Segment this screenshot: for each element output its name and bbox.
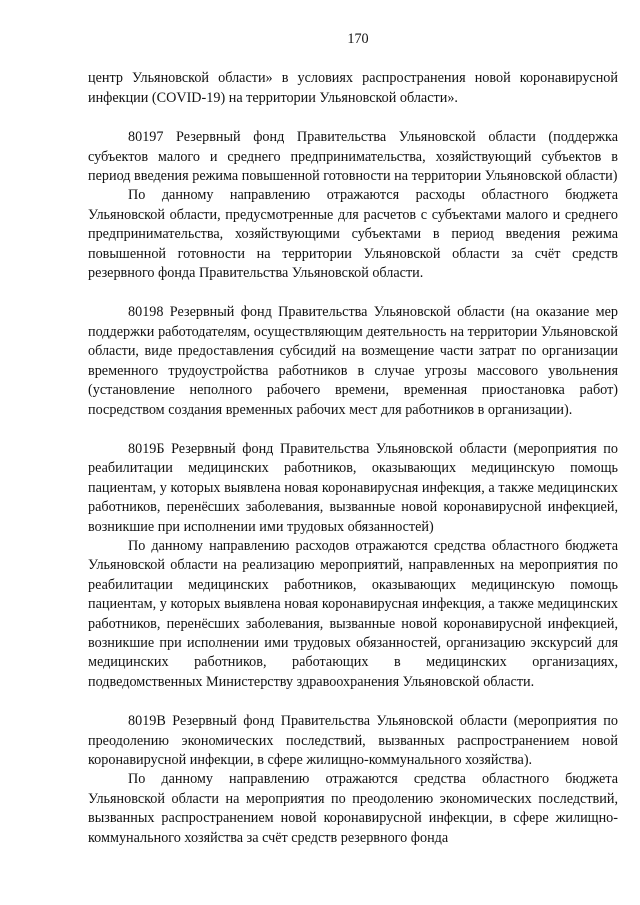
section-8019v-heading: 8019В Резервный фонд Правительства Ульяновской области (мероприятия по преодолению экономических последствий, вызванных распространением новой коронавирусной инфекции, в сфере жилищно-коммунального хозяйства). (88, 713, 618, 768)
paragraph-gap (88, 420, 618, 440)
section-8019v-body: По данному направлению отражаются средства областного бюджета Ульяновской области на мероприятия по преодолению экономических последствий, вызванных распространением новой коронавирусной инфекции, в сфере жилищно-коммунального хозяйства за счёт средств резервного фонда (88, 771, 618, 846)
paragraph-gap (88, 283, 618, 303)
paragraph-gap (88, 692, 618, 712)
section-80197-body: По данному направлению отражаются расходы областного бюджета Ульяновской области, предусмотренные для расчетов с субъектами малого и среднего предпринимательства, хозяйствующими субъектами в период введения режима повышенной готовности на территории Ульяновской области за счёт средств резервного фонда Правительства Ульяновской области. (88, 187, 618, 282)
section-80197-heading: 80197 Резервный фонд Правительства Ульяновской области (поддержка субъектов малого и среднего предпринимательства, хозяйствующий субъектов в период введения режима повышенной готовности на территории Ульяновской области) (88, 129, 618, 185)
page-number: 170 (347, 31, 369, 47)
section-8019b-heading: 8019Б Резервный фонд Правительства Ульяновской области (мероприятия по реабилитации медицинских работников, оказывающих медицинскую помощь пациентам, у которых выявлена новая коронавирусная инфекция, а также медицинских работников, перенёсших заболевания, вызванные новой коронавирусной инфекцией, возникшие при исполнении ими трудовых обязанностей) (88, 440, 618, 535)
document-page (88, 30, 618, 848)
section-80198-heading: 80198 Резервный фонд Правительства Ульяновской области (на оказание мер поддержки работодателям, осуществляющим деятельность на территории Ульяновской области, виде предоставления субсидий на возмещение части затрат по организации временного трудоустройства работников в случае угрозы массового увольнения (установление неполного рабочего времени, временная приостановка работ) посредством создания временных рабочих мест для работников в организации). (88, 304, 618, 418)
continuation-paragraph: центр Ульяновской области» в условиях распространения новой коронавирусной инфекции (COVID-19) на территории Ульяновской области». (88, 70, 618, 106)
section-8019b-body: По данному направлению расходов отражаются средства областного бюджета Ульяновской области на реализацию мероприятий, направленных на мероприятия по реабилитации медицинских работников, оказывающих медицинскую помощь пациентам, у которых выявлена новая коронавирусная инфекция, а также медицинских работников, перенёсших заболевания, вызванные новой коронавирусной инфекцией, возникшие при исполнении ими трудовых обязанностей, организацию экскурсий для медицинских работников, работающих в медицинских организациях, подведомственных Министерству здравоохранения Ульяновской области. (88, 537, 618, 690)
paragraph-gap (88, 108, 618, 128)
